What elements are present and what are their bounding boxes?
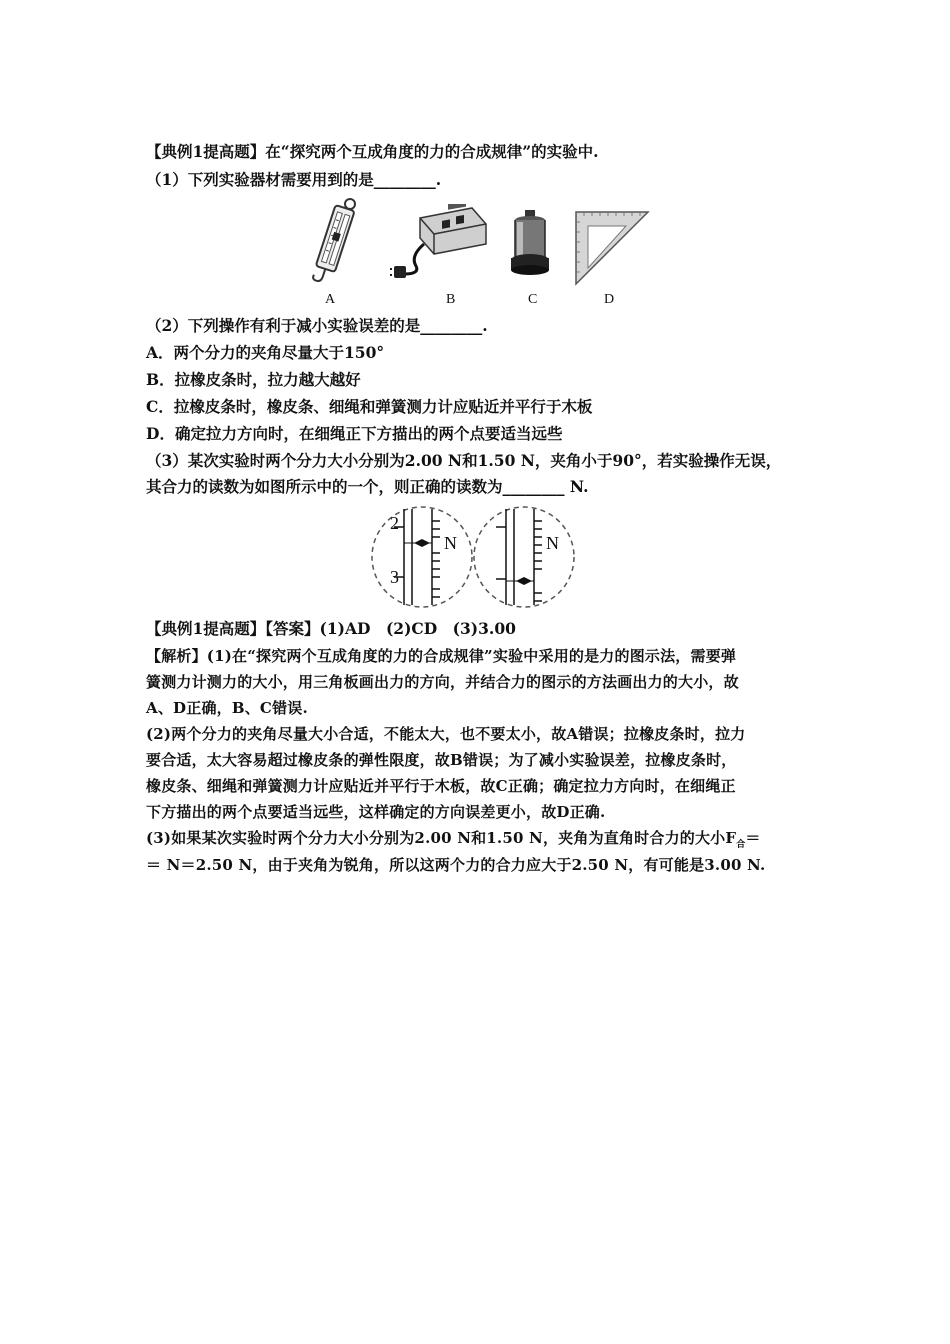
option-c: C．拉橡皮条时，橡皮条、细绳和弹簧测力计应贴近并平行于木板 — [146, 397, 593, 416]
explanation-line-8-text: (3)如果某次实验时两个分力大小分别为2.00 N和1.50 N，夹角为直角时合力的大小F — [146, 829, 737, 847]
image-label-b: B — [446, 292, 456, 307]
answer-line: 【典例1提高题】【答案】(1)AD (2)CD (3)3.00 — [146, 619, 516, 638]
equals-sign: ＝ — [745, 829, 761, 847]
option-d: D．确定拉力方向时，在细绳正下方描出的两个点要适当远些 — [146, 424, 563, 443]
left-gauge-unit: N — [444, 533, 457, 553]
spring-scale-icon — [302, 196, 364, 288]
explanation-line-1: 【解析】(1)在“探究两个互成角度的力的合成规律”实验中采用的是力的图示法，需要弹 — [146, 647, 737, 665]
right-gauge-unit: N — [546, 533, 559, 553]
explanation-line-3: A、D正确，B、C错误. — [146, 699, 308, 717]
explanation-line-2: 簧测力计测力的大小，用三角板画出力的方向，并结合力的图示的方法画出力的大小，故 — [146, 673, 739, 691]
question-1: （1）下列实验器材需要用到的是________. — [146, 170, 442, 189]
explanation-line-9: ＝ N＝2.50 N，由于夹角为锐角，所以这两个力的合力应大于2.50 N，有可能是3.00 N. — [146, 856, 766, 874]
question-3-line-1: （3）某次实验时两个分力大小分别为2.00 N和1.50 N，夹角小于90°，若实验操作无误， — [146, 451, 782, 470]
question-3-line-2: 其合力的读数为如图所示中的一个，则正确的读数为________ N. — [146, 477, 589, 496]
gauge-figure — [370, 505, 582, 609]
image-label-c: C — [528, 292, 538, 307]
explanation-line-8 — [146, 828, 761, 855]
explanation-line-4: (2)两个分力的夹角尽量大小合适，不能太大，也不要太小，故A错误；拉橡皮条时，拉力 — [146, 725, 746, 743]
image-label-a: A — [325, 292, 336, 307]
question-title: 【典例1提高题】在“探究两个互成角度的力的合成规律”的实验中. — [146, 142, 599, 161]
explanation-line-7: 下方描出的两个点要适当远些，这样确定的方向误差更小，故D正确. — [146, 803, 606, 821]
option-a: A．两个分力的夹角尽量大于150° — [146, 343, 385, 362]
question-2: （2）下列操作有利于减小实验误差的是________. — [146, 316, 488, 335]
explanation-line-6: 橡皮条、细绳和弹簧测力计应贴近并平行于木板，故C正确；确定拉力方向时，在细绳正 — [146, 777, 736, 795]
left-gauge-top-label: 2 — [390, 513, 399, 533]
triangle-ruler-icon — [574, 208, 650, 286]
power-supply-icon — [390, 204, 490, 284]
image-label-d: D — [604, 292, 615, 307]
explanation-line-5: 要合适，太大容易超过橡皮条的弹性限度，故B错误；为了减小实验误差，拉橡皮条时， — [146, 751, 737, 769]
option-b: B．拉橡皮条时，拉力越大越好 — [146, 370, 361, 389]
subscript-he: 合 — [736, 840, 746, 850]
left-gauge-bottom-label: 3 — [390, 567, 399, 587]
weight-icon — [508, 208, 552, 278]
